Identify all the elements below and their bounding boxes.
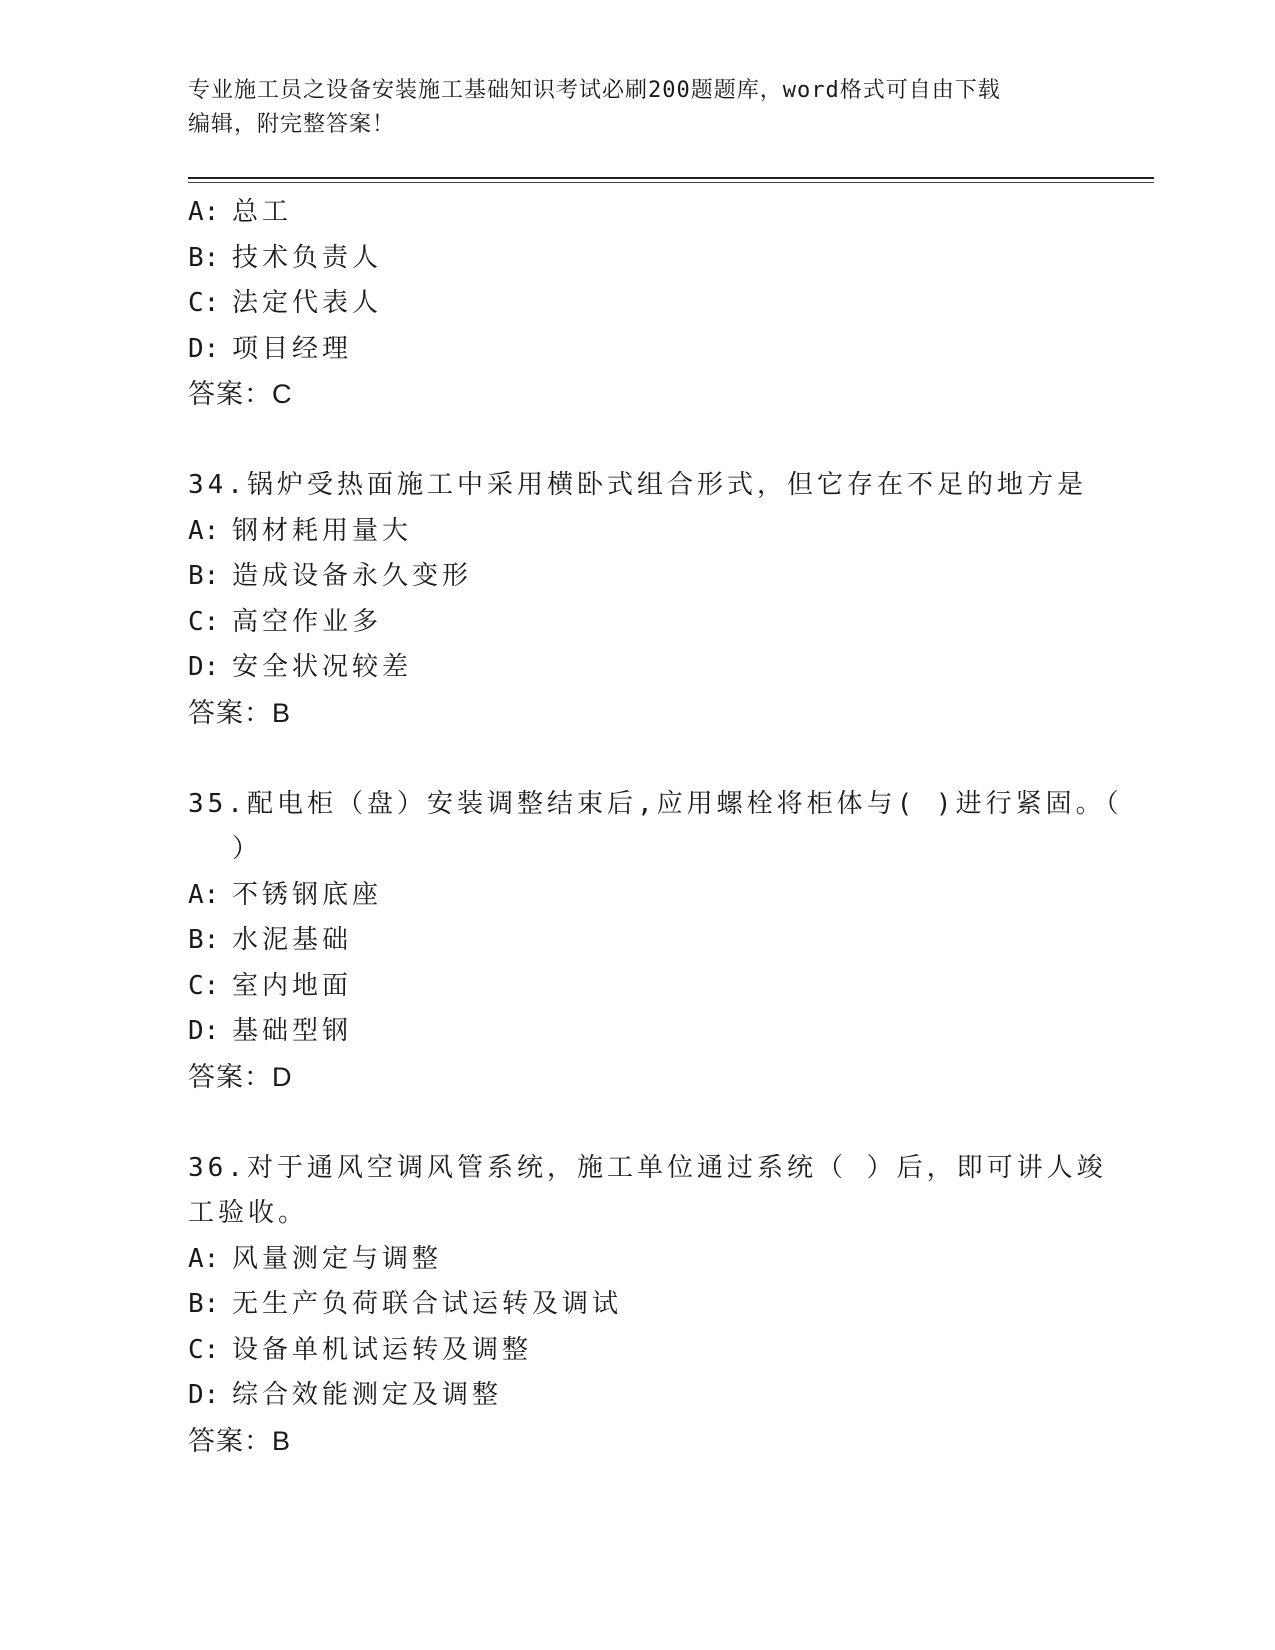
option-c: [188, 281, 1088, 327]
option-text: 设备单机试运转及调整: [232, 1334, 533, 1365]
option-a: [188, 509, 1088, 555]
option-a: [188, 190, 1088, 236]
option-label: D:: [188, 1380, 220, 1410]
answer-line: 答案：B: [188, 697, 292, 728]
option-label: D:: [188, 333, 220, 364]
option-text: 不锈钢底座: [232, 879, 383, 910]
option-d: [188, 1009, 1088, 1055]
option-text: 项目经理: [232, 333, 353, 364]
header-divider-thick: [188, 177, 1154, 179]
spacer: [188, 418, 1088, 464]
option-b: [188, 918, 1088, 964]
answer-line: 答案：C: [188, 379, 293, 409]
header-title-line-2: 编辑，附完整答案！: [188, 112, 396, 137]
option-label: B:: [188, 1289, 220, 1319]
option-label: A:: [188, 515, 220, 546]
option-label: C:: [188, 970, 220, 1001]
header-divider-thin: [188, 182, 1154, 183]
option-b: [188, 554, 1088, 600]
option-label: A:: [188, 1243, 220, 1274]
option-text: 法定代表人: [232, 288, 383, 318]
option-text: 室内地面: [232, 970, 353, 1001]
option-text: 基础型钢: [232, 1016, 353, 1046]
question-35: [188, 782, 1123, 1101]
spacer: [188, 736, 1088, 782]
question-stem: 35.配电柜（盘）安装调整结束后,应用螺栓将柜体与( )进行紧固。（: [188, 788, 1123, 819]
question-list: [188, 190, 1123, 1464]
option-d: [188, 645, 1088, 691]
option-label: B:: [188, 242, 220, 273]
option-label: C:: [188, 288, 220, 318]
question-stem: 34.锅炉受热面施工中采用横卧式组合形式，但它存在不足的地方是: [188, 470, 1087, 500]
option-label: C:: [188, 1334, 220, 1365]
page-header: [188, 74, 1068, 142]
option-b: [188, 236, 1088, 282]
option-a: [188, 873, 1088, 919]
question-stem-continuation: ）: [232, 834, 263, 864]
question-stem-continuation: 工验收。: [188, 1198, 309, 1228]
option-a: [188, 1237, 1088, 1283]
option-text: 安全状况较差: [232, 652, 413, 682]
option-label: D:: [188, 652, 220, 682]
option-label: C:: [188, 606, 220, 637]
question-36: [188, 1146, 1107, 1465]
spacer: [188, 1100, 1088, 1146]
option-label: D:: [188, 1016, 220, 1046]
question-34: [188, 463, 1088, 736]
option-text: 水泥基础: [232, 925, 353, 955]
option-label: A:: [188, 879, 220, 910]
option-label: A:: [188, 197, 220, 227]
option-text: 风量测定与调整: [232, 1243, 443, 1274]
option-text: 综合效能测定及调整: [232, 1380, 503, 1410]
option-text: 造成设备永久变形: [232, 561, 473, 591]
option-text: 钢材耗用量大: [232, 515, 413, 546]
option-d: [188, 327, 1088, 373]
option-text: 总工: [232, 197, 293, 227]
option-text: 高空作业多: [232, 606, 383, 637]
option-label: B:: [188, 561, 220, 591]
option-c: [188, 964, 1088, 1010]
option-c: [188, 600, 1088, 646]
question-stem: 36.对于通风空调风管系统，施工单位通过系统（ ）后，即可讲人竣: [188, 1152, 1107, 1183]
option-text: 无生产负荷联合试运转及调试: [232, 1289, 623, 1319]
option-text: 技术负责人: [232, 242, 383, 273]
question-33: [188, 190, 1088, 418]
option-d: [188, 1373, 1088, 1419]
answer-line: 答案：D: [188, 1061, 293, 1092]
option-c: [188, 1328, 1088, 1374]
header-title-line-1: 专业施工员之设备安装施工基础知识考试必刷200题题库，word格式可自由下载: [188, 78, 1001, 103]
option-label: B:: [188, 925, 220, 955]
option-b: [188, 1282, 1088, 1328]
answer-line: 答案：B: [188, 1425, 292, 1456]
